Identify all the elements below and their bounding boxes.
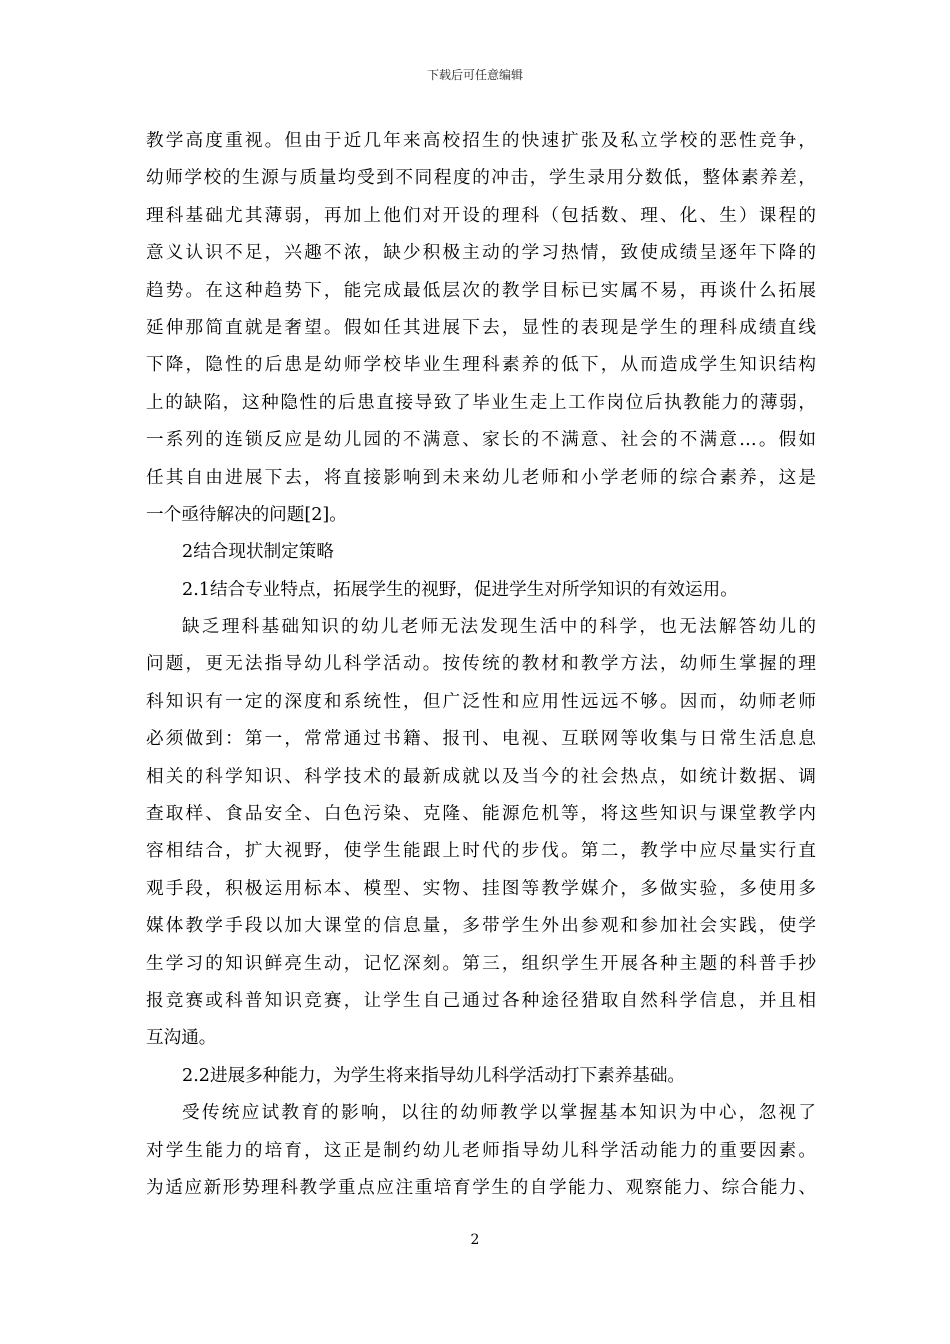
page-number: 2 xyxy=(470,1232,480,1248)
paragraph xyxy=(146,1095,816,1207)
text-line: 科知识有一定的深度和系统性，但广泛性和应用性远远不够。因而，幼师老师 xyxy=(146,691,816,712)
text-line: 上的缺陷，这种隐性的后患直接导致了毕业生走上工作岗位后执教能力的薄弱， xyxy=(146,392,816,413)
text-line: 理科基础尤其薄弱，再加上他们对开设的理科（包括数、理、化、生）课程的 xyxy=(146,205,816,226)
paragraph xyxy=(146,1058,816,1095)
text-line: 对学生能力的培育，这正是制约幼儿老师指导幼儿科学活动能力的重要因素。 xyxy=(146,1140,816,1161)
text-line: 教学高度重视。但由于近几年来高校招生的快速扩张及私立学校的恶性竞争， xyxy=(146,131,816,151)
text-line: 容相结合，扩大视野，使学生能跟上时代的步伐。第二，教学中应尽量实行直 xyxy=(146,841,816,862)
text-line: 下降，隐性的后患是幼师学校毕业生理科素养的低下，从而造成学生知识结构 xyxy=(146,355,816,376)
text-line: 2.1结合专业特点，拓展学生的视野，促进学生对所学知识的有效运用。 xyxy=(182,579,738,600)
text-line: 受传统应试教育的影响，以往的幼师教学以掌握基本知识为中心，忽视了 xyxy=(182,1103,816,1124)
document-body xyxy=(146,123,816,1207)
text-line: 必须做到：第一，常常通过书籍、报刊、电视、互联网等收集与日常生活息息 xyxy=(146,729,816,750)
text-line: 缺乏理科基础知识的幼儿老师无法发现生活中的科学，也无法解答幼儿的 xyxy=(182,617,816,638)
paragraph xyxy=(146,534,816,571)
paragraph xyxy=(146,609,816,1058)
text-line: 趋势。在这种趋势下，能完成最低层次的教学目标已实属不易，再谈什么拓展 xyxy=(146,280,816,301)
text-line: 互沟通。 xyxy=(146,1028,217,1049)
text-line: 2.2进展多种能力，为学生将来指导幼儿科学活动打下素养基础。 xyxy=(182,1065,686,1086)
paragraph xyxy=(146,123,816,534)
text-line: 幼师学校的生源与质量均受到不同程度的冲击，学生录用分数低，整体素养差， xyxy=(146,168,816,189)
text-line: 为适应新形势理科教学重点应注重培育学生的自学能力、观察能力、综合能力、 xyxy=(146,1177,816,1198)
text-line: 报竞赛或科普知识竞赛，让学生自己通过各种途径猎取自然科学信息，并且相 xyxy=(146,990,816,1011)
text-line: 查取样、食品安全、白色污染、克隆、能源危机等，将这些知识与课堂教学内 xyxy=(146,804,816,825)
text-line: 一个亟待解决的问题[2]。 xyxy=(146,504,347,525)
text-line: 问题，更无法指导幼儿科学活动。按传统的教材和教学方法，幼师生掌握的理 xyxy=(146,654,816,675)
text-line: 一系列的连锁反应是幼儿园的不满意、家长的不满意、社会的不满意…。假如 xyxy=(146,430,816,451)
text-line: 任其自由进展下去，将直接影响到未来幼儿老师和小学老师的综合素养，这是 xyxy=(146,467,816,488)
text-line: 观手段，积极运用标本、模型、实物、挂图等教学媒介，多做实验，多使用多 xyxy=(146,878,816,899)
text-line: 延伸那简直就是奢望。假如任其进展下去，显性的表现是学生的理科成绩直线 xyxy=(146,317,816,338)
page-header: 下载后可任意编辑 xyxy=(426,68,523,82)
text-line: 意义认识不足，兴趣不浓，缺少积极主动的学习热情，致使成绩呈逐年下降的 xyxy=(146,243,816,264)
text-line: 相关的科学知识、科学技术的最新成就以及当今的社会热点，如统计数据、调 xyxy=(146,766,816,787)
text-line: 2结合现状制定策略 xyxy=(182,542,334,563)
paragraph xyxy=(146,572,816,609)
text-line: 生学习的知识鲜亮生动，记忆深刻。第三，组织学生开展各种主题的科普手抄 xyxy=(146,953,816,974)
text-line: 媒体教学手段以加大课堂的信息量，多带学生外出参观和参加社会实践，使学 xyxy=(146,916,816,937)
